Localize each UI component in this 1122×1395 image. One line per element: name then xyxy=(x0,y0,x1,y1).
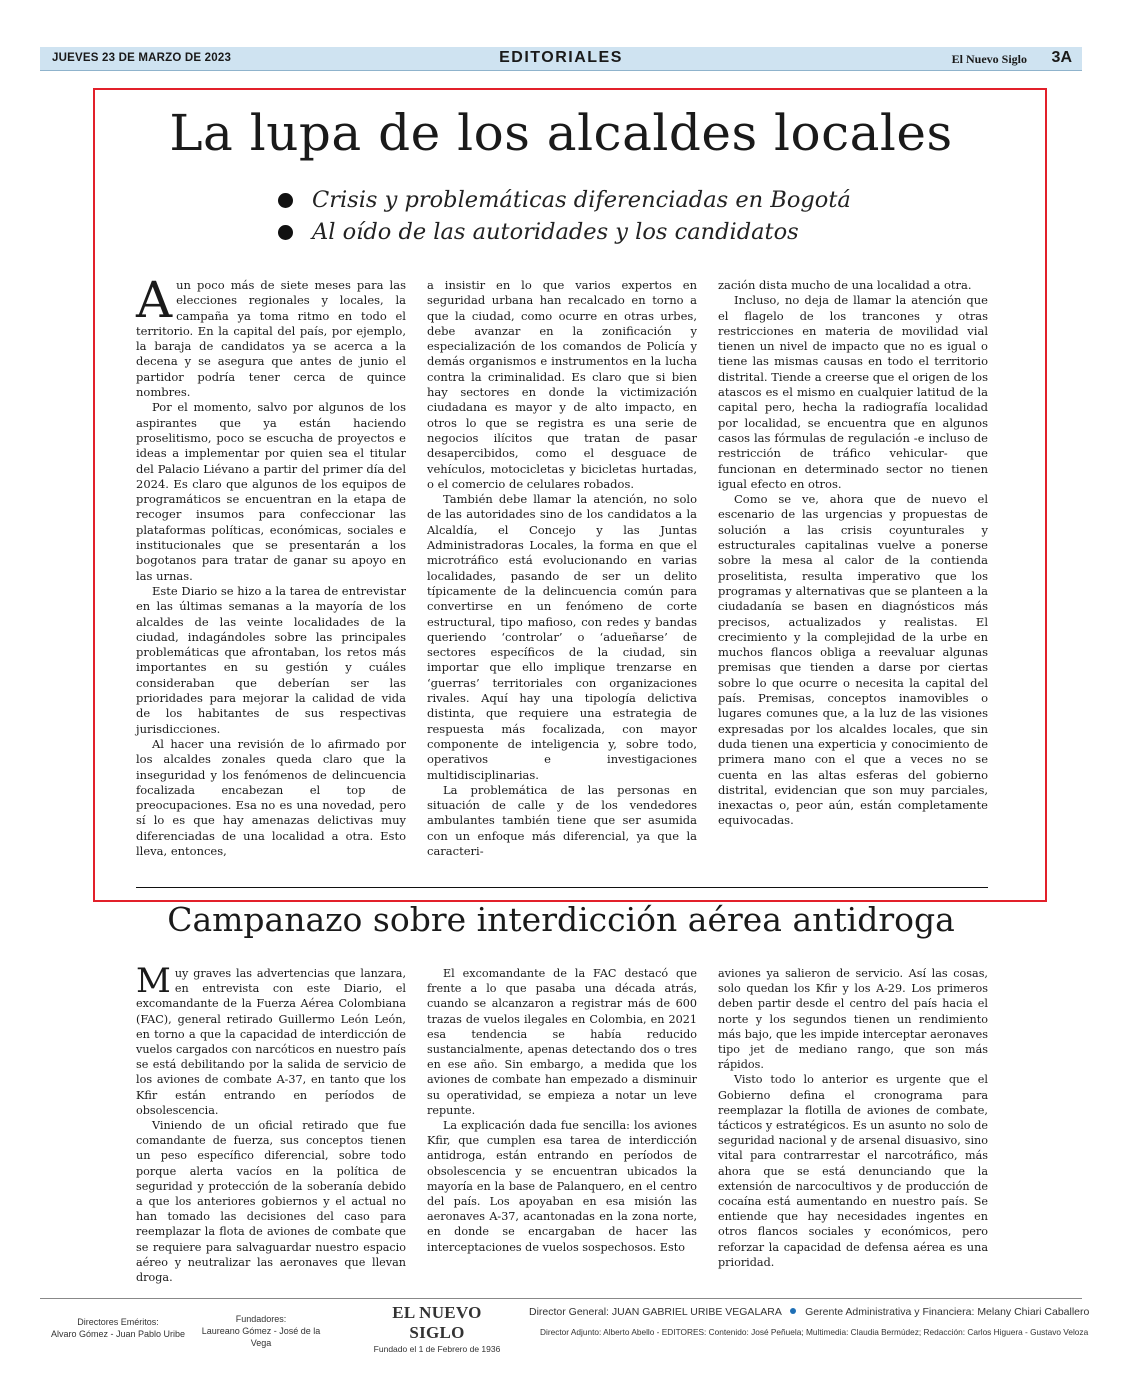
bullet-dot-icon xyxy=(278,193,293,208)
drop-cap: A xyxy=(136,271,173,329)
paragraph: Como se ve, ahora que de nuevo el escenario de las urgencias y propuestas de solución a las crisis coyunturales y estructurales capitalinas vuelve a ponerse sobre la mesa al calor de la contienda proselitista, resulta imperativo que los programas y alternativas que se planteen a la ciudadanía se basen en diagnósticos más precisos, actualizados y realistas. El crecimiento y la complejidad de la urbe en muchos flancos obliga a reevaluar algunas premisas que tienden a darse por ciertas sobre lo que ocurre o necesita la capital del país. Premisas, conceptos inamovibles o lugares comunes que, a la luz de las visiones expresadas por los alcaldes locales, que sin duda tienen una experticia y conocimiento de primera mano con el que a veces no se cuenta en las altas esferas del gobierno distrital, evidencian que son muy parciales, inexactas o, peor aún, están completamente equivocadas. xyxy=(718,492,988,828)
paragraph: También debe llamar la atención, no solo de las autoridades sino de los candidatos a la Alcaldía, el Concejo y las Juntas Administradoras Locales, la forma en que el microtráfico está evolucionando en varias localidades, pasando de ser un delito típicamente de la delincuencia común para convertirse en un fenómeno de corte estructural, tipo mafioso, con redes y bandas queriendo ‘controlar’ o ‘adueñarse’ de sectores específicos de la ciudad, sin importar que ello implique trenzarse en ‘guerras’ territoriales con organizaciones rivales. Aquí hay una tipología delictiva distinta, que requiere una estrategia de respuesta más focalizada, con mayor componente de inteligencia y, sobre todo, operativos e investigaciones multidisciplinarias. xyxy=(427,492,697,782)
emeritos-label: Directores Eméritos: xyxy=(77,1317,159,1327)
bullet-text: Crisis y problemáticas diferenciadas en Bogotá xyxy=(312,187,851,213)
header-date: JUEVES 23 DE MARZO DE 2023 xyxy=(52,52,232,64)
section-divider xyxy=(136,887,988,888)
paragraph: zación dista mucho de una localidad a otra. xyxy=(718,278,972,292)
paragraph: Incluso, no deja de llamar la atención que el flagelo de los trancones y otras restricciones en materia de movilidad vial tienen un nivel de impacto que no es igual o tiene las mismas causas en todo el territorio distrital. Tiende a creerse que el origen de los atascos es el mismo en cualquier latitud de la capital pero, hecha la radiografía localidad por localidad, se encuentra que en algunos casos las fórmulas de regulación -e incluso de restricción de tráfico vehicular- que funcionan en determinado sector no tienen igual efecto en otros. xyxy=(718,293,988,491)
gerente-name: Melany Chiari Caballero xyxy=(977,1306,1090,1318)
editorial-title-2: Campanazo sobre interdicción aérea antidroga xyxy=(167,900,955,939)
paragraph: a insistir en lo que varios expertos en seguridad urbana han recalcado en torno a que la ciudad, como ocurre en otras urbes, debe avanzar en la zonificación y especialización de los comandos de Policía y demás organismos e instrumentos en la lucha contra la criminalidad. Es claro que si bien hay sectores en donde la victimización ciudadana es mayor y de alto impacto, en otros lo que se registra es una serie de negocios ilícitos que tratan de pasar desapercibidos, como el desguace de vehículos, motocicletas y bicicletas hurtadas, o el comercio de celulares robados. xyxy=(427,278,697,491)
footer-divider xyxy=(40,1298,1082,1299)
separator-dot-icon xyxy=(790,1308,796,1314)
footer-founded: Fundado el 1 de Febrero de 1936 xyxy=(373,1344,501,1354)
paragraph: Por el momento, salvo por algunos de los aspirantes que ya están haciendo proselitismo, poco se escucha de proyectos e ideas a implementar por quien sea el titular del Palacio Liévano a partir del primer día del 2024. Es claro que algunos de los equipos de programáticos se encuentran en la etapa de recoger insumos para confeccionar las plataformas políticas, económicas, sociales e institucionales que se presentarán a los bogotanos para tratar de ganar su apoyo en las urnas. xyxy=(136,400,406,583)
article-column xyxy=(427,278,697,858)
paragraph: Al hacer una revisión de lo afirmado por los alcaldes zonales queda claro que la inseguridad y los fenómenos de delincuencia focalizada encabezan el top de preocupaciones. Esa no es una novedad, pero sí lo es que hay amenazas delictivas muy diferenciadas de una localidad a otra. Esto lleva, entonces, xyxy=(136,736,406,858)
footer-brand-name: EL NUEVO SIGLO xyxy=(392,1303,482,1342)
bullet-dot-icon xyxy=(278,225,293,240)
header-page-number: 3A xyxy=(1051,49,1072,66)
bullet-item xyxy=(278,216,851,248)
article-column xyxy=(427,966,697,1266)
editorial-bullets xyxy=(278,184,851,248)
gerente-label: Gerente Administrativa y Financiera: xyxy=(805,1306,975,1318)
paragraph: Aun poco más de siete meses para las elecciones regionales y locales, la campaña ya toma ritmo en todo el territorio. En la capital del país, por ejemplo, la baraja de candidatos ya se acerca a la decena y se asegura que antes de junio el partidor podría tener cerca de quince nombres. xyxy=(136,271,406,400)
fundadores-names: Laureano Gómez - José de la Vega xyxy=(201,1326,321,1348)
header-section-title: EDITORIALES xyxy=(499,49,623,66)
article-column xyxy=(136,961,406,1285)
drop-cap: M xyxy=(136,961,171,1001)
footer-emeritos xyxy=(48,1316,188,1340)
editorial-body-2 xyxy=(136,961,988,1285)
footer-fundadores xyxy=(196,1313,326,1349)
article-column xyxy=(718,966,988,1269)
header-brand: El Nuevo Siglo xyxy=(951,52,1027,66)
paragraph: La problemática de las personas en situación de calle y de los vendedores ambulantes también tiene que ser asumida con un enfoque más diferencial, ya que la caracteri- xyxy=(427,782,697,858)
article-column xyxy=(718,278,988,858)
article-column xyxy=(136,271,406,858)
footer-editors: Director Adjunto: Alberto Abello - EDITORES: Contenido: José Peñuela; Multimedia: Claudia Bermúdez; Redacción: Carlos Higuera - Gustavo Veloza xyxy=(540,1327,1089,1337)
paragraph: Visto todo lo anterior es urgente que el Gobierno defina el cronograma para reemplazar la flotilla de aviones de combate, tácticos y estratégicos. Es un asunto no solo de seguridad nacional y de arsenal disuasivo, sino vital para contrarrestar el narcotráfico, más ahora que se está denunciando que la extensión de narcocultivos y de producción de cocaína está aumentando en nuestro país. Se entiende que hay necesidades ingentes en otros flancos sociales y económicos, pero reforzar la capacidad de defensa aérea es una prioridad. xyxy=(718,1073,988,1269)
paragraph: La explicación dada fue sencilla: los aviones Kfir, que cumplen esa tarea de interdicción antidroga, están entrando en períodos de obsolescencia y se encuentran ubicados la mayoría en la base de Palanquero, en el centro del país. Los apoyaban en esa misión las aeronaves A-37, acantonadas en la zona norte, en donde se encargaban de hacer las interceptaciones de vuelos sospechosos. Esto xyxy=(427,1119,697,1254)
footer-directors xyxy=(529,1306,1089,1318)
paragraph: Muy graves las advertencias que lanzara, en entrevista con este Diario, el excomandante de la Fuerza Aérea Colombiana (FAC), general retirado Guillermo León León, en torno a que la capacidad de interdicción de vuelos cargados con narcóticos en nuestro país se está debilitando por la salida de servicio de los aviones de combate A-37, en tanto que los Kfir están entrando en períodos de obsolescencia. xyxy=(136,961,406,1117)
director-label: Director General: xyxy=(529,1306,609,1318)
director-name: JUAN GABRIEL URIBE VEGALARA xyxy=(611,1306,782,1318)
editorial-title: La lupa de los alcaldes locales xyxy=(169,104,953,162)
page-header xyxy=(40,47,1082,71)
paragraph: aviones ya salieron de servicio. Así las cosas, solo quedan los Kfir y los A-29. Los primeros deben partir desde el centro del país hacia el norte y los segundos tienen un rendimiento más bajo, que les impide interceptar aeronaves tipo jet de mediano rango, que son más rápidos. xyxy=(718,967,988,1072)
paragraph: Este Diario se hizo a la tarea de entrevistar en las últimas semanas a la mayoría de los alcaldes de las veinte localidades de la ciudad, indagándoles sobre las principales problemáticas que afrontaban, los retos más importantes en su gestión y cuáles consideraban que deberían ser las prioridades para mejorar la calidad de vida de los habitantes de sus respectivas jurisdicciones. xyxy=(136,583,406,736)
bullet-item xyxy=(278,184,851,216)
footer-logo xyxy=(372,1303,502,1354)
paragraph: Viniendo de un oficial retirado que fue comandante de fuerza, sus conceptos tienen un peso específico diferencial, sobre todo porque alerta vacíos en la política de seguridad y protección de la soberanía debido a que los anteriores gobiernos y el actual no han tomado las decisiones del caso para reemplazar la flota de aviones de combate que se requiere para salvaguardar nuestro espacio aéreo y neutralizar las aeronaves que llevan droga. xyxy=(136,1119,406,1285)
fundadores-label: Fundadores: xyxy=(235,1314,287,1324)
bullet-text: Al oído de las autoridades y los candidatos xyxy=(312,219,799,245)
paragraph: El excomandante de la FAC destacó que frente a lo que pasaba una década atrás, cuando se alcanzaron a registrar más de 600 trazas de vuelos ilegales en Colombia, en 2021 esa tendencia se había reducido sustancialmente, apenas detectando dos o tres en ese año. Sin embargo, a medida que los aviones de combate han empezado a disminuir su operatividad, se empieza a notar un leve repunte. xyxy=(427,967,697,1117)
editorial-body xyxy=(136,271,988,858)
emeritos-names: Alvaro Gómez - Juan Pablo Uribe xyxy=(50,1329,186,1339)
